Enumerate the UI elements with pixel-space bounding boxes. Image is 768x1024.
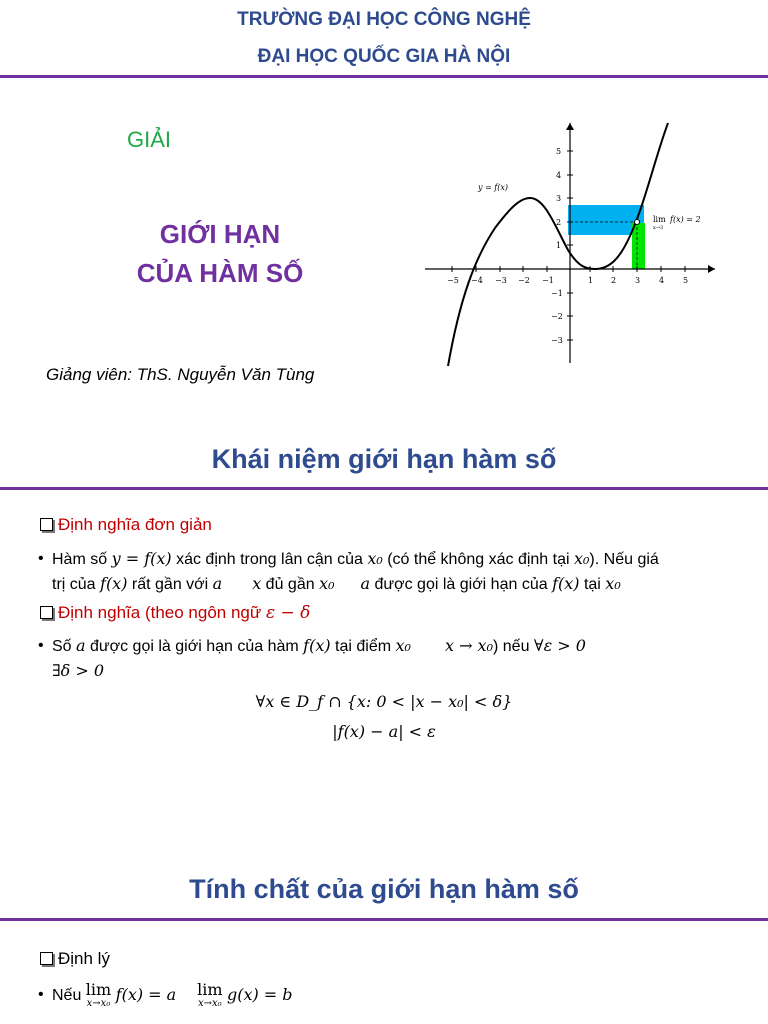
section-title-properties: Tính chất của giới hạn hàm số: [189, 874, 579, 904]
subheading-simple-definition: Định nghĩa đơn giản: [40, 515, 212, 535]
y-tick: 4: [556, 171, 562, 180]
y-tick: −2: [551, 312, 563, 321]
x-tick: 1: [588, 276, 594, 285]
y-tick: 3: [556, 194, 562, 203]
checkbox-bullet: [40, 952, 53, 965]
limit-operator: lim x→x₀: [197, 980, 223, 1009]
lecturer: Giảng viên: ThS. Nguyễn Văn Tùng: [46, 365, 315, 384]
subheading-theorem: Định lý: [40, 949, 110, 969]
limit-graph: [420, 118, 720, 368]
y-tick: −3: [551, 336, 563, 345]
checkbox-bullet: [40, 518, 53, 531]
y-tick: 1: [556, 241, 562, 250]
subheading-epsilon-delta: Định nghĩa (theo ngôn ngữ ε − δ: [40, 603, 310, 623]
y-tick: 2: [556, 218, 562, 227]
x-tick: −4: [471, 276, 483, 285]
x-tick: 5: [683, 276, 689, 285]
x-tick: −5: [447, 276, 459, 285]
x-tick: 2: [611, 276, 617, 285]
x-tick: −3: [495, 276, 507, 285]
curve-label: y = f(x): [478, 183, 509, 192]
section-divider-1: [0, 487, 768, 490]
bullet-simple-definition: • Hàm số y = f(x) xác định trong lân cận của x₀ (có thể không xác định tại x₀). Nếu giá trị của f(x) rất gần với a x đủ gần x₀ a được gọi là giới hạn của f(x) tại x₀: [38, 549, 659, 593]
y-arrow: [566, 123, 574, 130]
limit-label-lim: lim: [653, 215, 666, 224]
section-divider-2: [0, 918, 768, 921]
equation-inequality: |f(x) − a| < ε: [332, 722, 436, 741]
x-arrow: [708, 265, 715, 273]
limit-operator: lim x→x₀: [85, 980, 112, 1009]
x-tick: 3: [635, 276, 641, 285]
limit-label-sub: x→3: [653, 225, 664, 231]
section-title-concept: Khái niệm giới hạn hàm số: [211, 444, 557, 474]
y-tick: 5: [556, 147, 562, 156]
bullet-theorem: • Nếu lim x→x₀ f(x) = a lim x→x₀ g(x) = b: [38, 980, 293, 1009]
title-line1: GIỚI HẠN: [159, 219, 281, 249]
checkbox-bullet: [40, 606, 53, 619]
x-tick: −1: [542, 276, 554, 285]
university-name: TRƯỜNG ĐẠI HỌC CÔNG NGHỆ: [237, 9, 531, 30]
delta-band: [632, 223, 645, 269]
x-tick: 4: [659, 276, 665, 285]
bullet-epsilon-delta: • Số a được gọi là giới hạn của hàm f(x) tại điểm x₀ x → x₀) nếu ∀ε > 0 ∃δ > 0: [38, 636, 586, 680]
giai-label: GIẢI: [127, 127, 172, 152]
header-divider: [0, 75, 768, 78]
x-tick: −2: [518, 276, 530, 285]
limit-label-rest: f(x) = 2: [670, 215, 701, 224]
university-parent: ĐẠI HỌC QUỐC GIA HÀ NỘI: [257, 46, 511, 67]
y-tick: −1: [551, 289, 563, 298]
title-line2: CỦA HÀM SỐ: [136, 258, 304, 288]
equation-domain: ∀x ∈ D_f ∩ {x: 0 < |x − x₀| < δ}: [255, 692, 513, 711]
hole-point: [635, 220, 640, 225]
